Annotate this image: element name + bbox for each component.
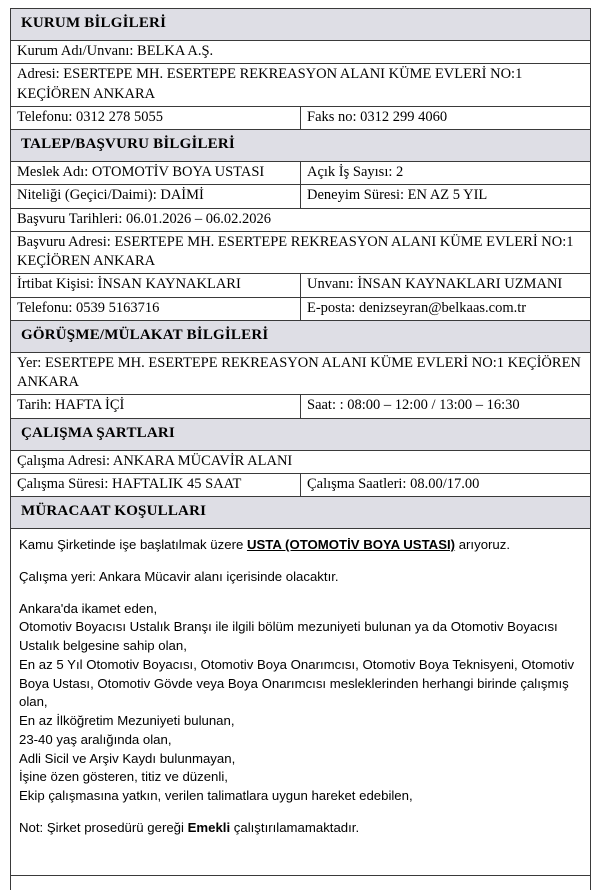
table-row <box>11 274 591 297</box>
criterion-item: Ankara'da ikamet eden, <box>19 600 158 616</box>
section-heading-text: GÖRÜŞME/MÜLAKAT BİLGİLERİ <box>11 320 591 352</box>
table-row <box>11 395 591 418</box>
section-heading-text: KURUM BİLGİLERİ <box>11 9 591 41</box>
table-row <box>11 473 591 496</box>
note-text-before: Not: Şirket prosedürü gereği <box>19 819 188 835</box>
conditions-note <box>19 819 582 838</box>
criterion-item: Otomotiv Boyacısı Ustalık Branşı ile ilgili bölüm mezuniyeti bulunan ya da Otomotiv Boyacısı Ustalık belgesine sahip olan, <box>19 619 558 654</box>
field-irtibat-kisisi: İrtibat Kişisi: İNSAN KAYNAKLARI <box>11 274 301 297</box>
field-irtibat-telefon: Telefonu: 0539 5163716 <box>11 297 301 320</box>
note-emphasis: Emekli <box>187 819 231 835</box>
criterion-item: İşine özen gösteren, titiz ve düzenli, <box>19 769 228 785</box>
intro-text-before: Kamu Şirketinde işe başlatılmak üzere <box>19 537 247 553</box>
criterion-item: 23-40 yaş aralığında olan, <box>19 731 172 747</box>
intro-text-after: arıyoruz. <box>455 537 511 553</box>
field-niteligi: Niteliği (Geçici/Daimi): DAİMİ <box>11 185 301 208</box>
section-heading-text: TALEP/BAŞVURU BİLGİLERİ <box>11 130 591 162</box>
table-row <box>11 64 591 107</box>
field-calisma-suresi: Çalışma Süresi: HAFTALIK 45 SAAT <box>11 473 301 496</box>
section-header-muracaat-kosullari <box>11 497 591 529</box>
spacer <box>19 806 582 819</box>
table-row <box>11 529 591 876</box>
bottom-padding <box>19 837 582 867</box>
criterion-item: Ekip çalışmasına yatkın, verilen talimatlara uygun hareket edebilen, <box>19 788 413 803</box>
table-row <box>11 208 591 231</box>
section-header-talep-basvuru-bilgileri <box>11 130 591 162</box>
job-posting-table <box>10 8 591 890</box>
table-row <box>11 185 591 208</box>
section-header-kurum-bilgileri <box>11 9 591 41</box>
table-row <box>11 352 591 395</box>
table-row <box>11 106 591 129</box>
field-calisma-adresi: Çalışma Adresi: ANKARA MÜCAVİR ALANI <box>11 450 591 473</box>
field-gorusme-saati: Saat: : 08:00 – 12:00 / 13:00 – 16:30 <box>301 395 591 418</box>
section-header-calisma-sartlari <box>11 418 591 450</box>
table-row <box>11 297 591 320</box>
table-row <box>11 450 591 473</box>
table-row <box>11 40 591 63</box>
field-telefon: Telefonu: 0312 278 5055 <box>11 106 301 129</box>
conditions-body <box>11 529 591 876</box>
criterion-item: En az İlköğretim Mezuniyeti bulunan, <box>19 713 235 729</box>
field-gorusme-tarihi: Tarih: HAFTA İÇİ <box>11 395 301 418</box>
conditions-workplace: Çalışma yeri: Ankara Mücavir alanı içerisinde olacaktır. <box>19 568 339 584</box>
field-faks: Faks no: 0312 299 4060 <box>301 106 591 129</box>
field-calisma-saatleri: Çalışma Saatleri: 08.00/17.00 <box>301 473 591 496</box>
conditions-intro <box>19 536 582 555</box>
section-header-gorusme-mulakat-bilgileri <box>11 320 591 352</box>
field-unvani: Unvanı: İNSAN KAYNAKLARI UZMANI <box>301 274 591 297</box>
field-basvuru-tarihleri: Başvuru Tarihleri: 06.01.2026 – 06.02.2026 <box>11 208 591 231</box>
field-kurum-adi: Kurum Adı/Unvanı: BELKA A.Ş. <box>11 40 591 63</box>
intro-emphasis: USTA (OTOMOTİV BOYA USTASI) <box>246 537 456 553</box>
field-deneyim-suresi: Deneyim Süresi: EN AZ 5 YIL <box>301 185 591 208</box>
section-heading-text: MÜRACAAT KOŞULLARI <box>11 497 591 529</box>
field-acik-is-sayisi: Açık İş Sayısı: 2 <box>301 162 591 185</box>
table-row-partial <box>11 876 591 890</box>
section-heading-text: ÇALIŞMA ŞARTLARI <box>11 418 591 450</box>
criterion-item: Adli Sicil ve Arşiv Kaydı bulunmayan, <box>19 750 236 766</box>
field-meslek-adi: Meslek Adı: OTOMOTİV BOYA USTASI <box>11 162 301 185</box>
note-text-after: çalıştırılamamaktadır. <box>230 819 360 835</box>
field-basvuru-adresi: Başvuru Adresi: ESERTEPE MH. ESERTEPE REKREASYON ALANI KÜME EVLERİ NO:1 KEÇİÖREN ANKARA <box>11 231 591 274</box>
field-gorusme-yeri: Yer: ESERTEPE MH. ESERTEPE REKREASYON ALANI KÜME EVLERİ NO:1 KEÇİÖREN ANKARA <box>11 352 591 395</box>
field-adres: Adresi: ESERTEPE MH. ESERTEPE REKREASYON ALANI KÜME EVLERİ NO:1 KEÇİÖREN ANKARA <box>11 64 591 107</box>
field-eposta: E-posta: denizseyran@belkaas.com.tr <box>301 297 591 320</box>
criterion-item: En az 5 Yıl Otomotiv Boyacısı, Otomotiv Boya Onarımcısı, Otomotiv Boya Teknisyeni, Otomotiv Boya Ustası, Otomotiv Gövde veya Boya Onarımcısı mesleklerinden herhangi birinde çalışmış olan, <box>19 656 575 710</box>
table-row <box>11 231 591 274</box>
table-row <box>11 162 591 185</box>
partial-row-cell <box>11 876 591 890</box>
